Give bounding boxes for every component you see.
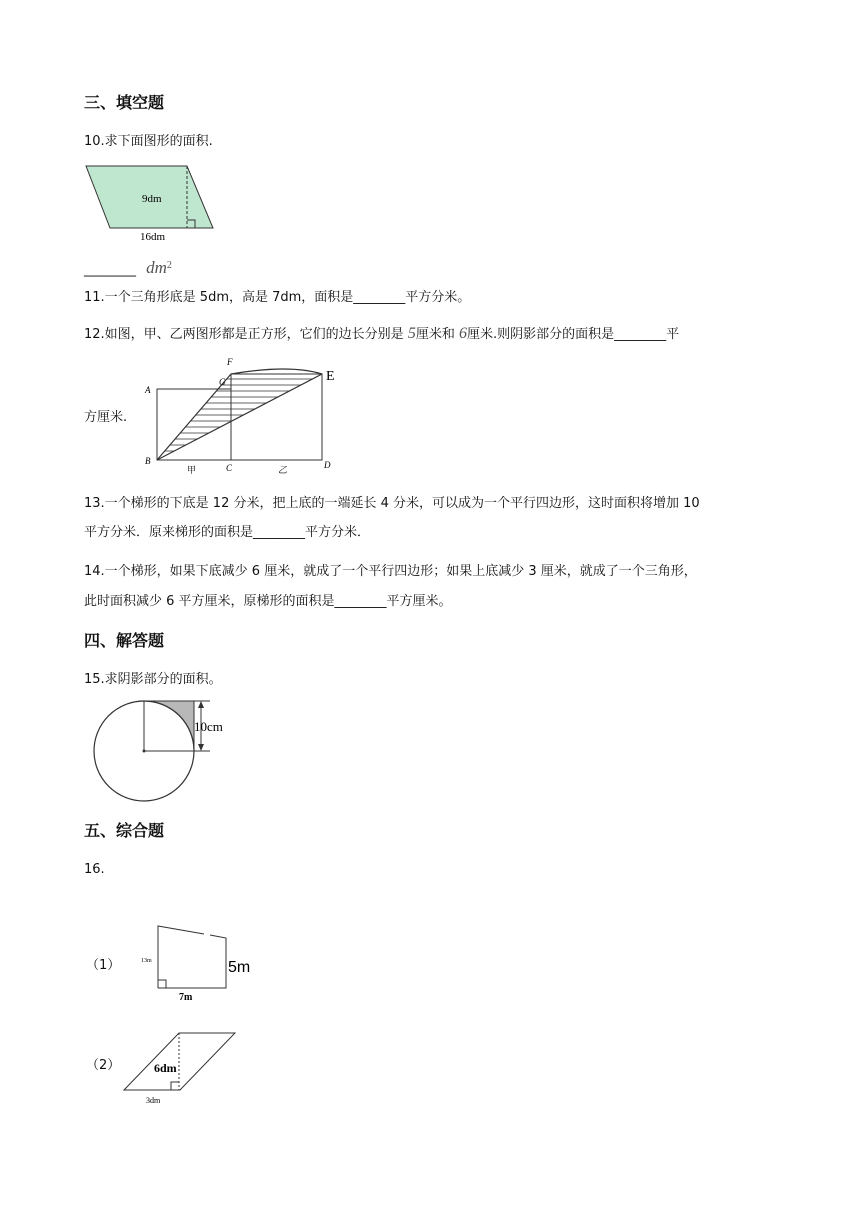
q10-height-label: 9dm — [142, 193, 162, 205]
circle-shaded-figure — [90, 696, 240, 808]
q16-part1-label: （1） — [86, 958, 121, 973]
q12-num-5: 5 — [407, 325, 416, 342]
q16-part2-label: （2） — [86, 1058, 121, 1073]
q16-1-bottom-label: 7m — [179, 992, 193, 1003]
parallelogram-figure-2 — [116, 1028, 244, 1108]
label-B: B — [145, 456, 151, 466]
section-heading-answer: 四、解答题 — [84, 631, 165, 650]
label-jia: 甲 — [187, 465, 197, 475]
question-16-text: 16. — [84, 862, 105, 877]
question-12-line1 — [84, 324, 679, 345]
answer-blank: ________ — [84, 262, 136, 278]
label-D: D — [324, 460, 331, 470]
question-10-answer — [84, 256, 172, 280]
section-heading-fill-blank: 三、填空题 — [84, 93, 165, 112]
section-heading-comprehensive: 五、综合题 — [84, 821, 165, 840]
q12-text-c: 厘米.则阴影部分的面积是________平 — [466, 327, 680, 342]
label-E: E — [326, 369, 335, 384]
question-10-text: 10.求下面图形的面积. — [84, 134, 213, 149]
trapezoid-figure — [138, 922, 268, 1004]
question-13-line1: 13.一个梯形的下底是 12 分米，把上底的一端延长 4 分米，可以成为一个平行四边形，这时面积将增加 10 — [84, 496, 700, 511]
q16-1-left-label: 13m — [141, 958, 152, 964]
parallelogram-figure — [82, 162, 217, 244]
q12-text-b: 厘米和 — [415, 327, 459, 342]
label-yi: 乙 — [278, 465, 288, 475]
two-squares-figure — [140, 352, 350, 477]
q16-2-bottom-label: 3dm — [146, 1096, 161, 1105]
question-14-line1: 14.一个梯形，如果下底减少 6 厘米，就成了一个平行四边形；如果上底减少 3 厘米，就成了一个三角形， — [84, 564, 697, 579]
label-A: A — [145, 385, 151, 395]
question-13-line2: 平方分米．原来梯形的面积是________平方分米． — [84, 525, 371, 540]
q16-1-right-label: 5m — [228, 959, 251, 976]
label-C: C — [226, 463, 233, 473]
q12-num-6: 6 — [458, 325, 467, 342]
q10-base-label: 16dm — [140, 231, 166, 243]
q16-2-height-label: 6dm — [154, 1061, 177, 1075]
unit-dm: dm — [146, 258, 167, 278]
question-12-line2: 方厘米. — [84, 410, 128, 425]
label-F: F — [227, 357, 233, 367]
question-15-text: 15.求阴影部分的面积。 — [84, 672, 222, 687]
q12-text-a: 12.如图，甲、乙两图形都是正方形，它们的边长分别是 — [84, 327, 408, 342]
label-G: G — [219, 377, 226, 387]
question-11-text: 11.一个三角形底是 5dm，高是 7dm，面积是________平方分米。 — [84, 290, 471, 305]
q15-length-label: 10cm — [194, 719, 223, 734]
question-14-line2: 此时面积减少 6 平方厘米，原梯形的面积是________平方厘米。 — [84, 594, 452, 609]
unit-exponent: 2 — [166, 260, 172, 271]
